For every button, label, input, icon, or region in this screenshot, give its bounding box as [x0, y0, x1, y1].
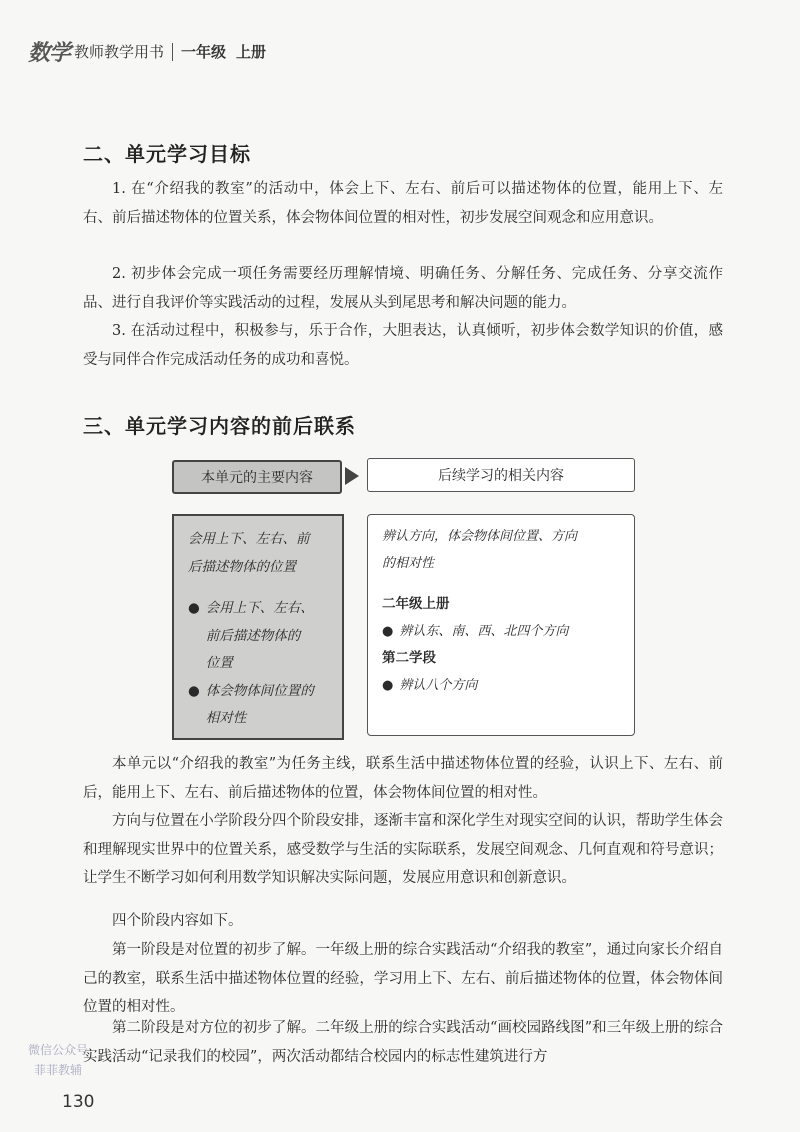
right-line: 辨认方向，体会物体间位置、方向 [382, 529, 578, 544]
bullet-dot-icon: ● [382, 678, 394, 693]
left-bullet: ● 会用上下、左右、 前后描述物体的 位置 [188, 595, 332, 678]
running-header [28, 36, 276, 67]
volume: 上册 [236, 43, 267, 61]
arrow-right-icon [345, 467, 359, 485]
book-title: 教师教学用书 [74, 43, 165, 61]
right-line: 的相对性 [382, 556, 435, 571]
diagram-right-box [367, 514, 635, 736]
grade-label [181, 41, 276, 62]
book-logo: 数学 [28, 40, 71, 66]
bullet-dot-icon: ● [188, 600, 200, 616]
goal-paragraph-3: 3. 在活动过程中，积极参与，乐于合作，大胆表达，认真倾听，初步体会数学知识的价值，感受与同伴合作完成活动任务的成功和喜悦。 [83, 323, 723, 368]
right-bullet: ● 辨认东、南、西、北四个方向 [382, 618, 624, 645]
diagram-left-header: 本单元的主要内容 [172, 460, 342, 494]
body-paragraph-1: 本单元以“介绍我的教室”为任务主线，联系生活中描述物体位置的经验，认识上下、左右、前后，能用上下、左右、前后描述物体的位置，体会物体间位置的相对性。 [83, 756, 723, 801]
right-bullet: ● 辨认八个方向 [382, 672, 624, 699]
left-line: 后描述物体的位置 [188, 558, 296, 575]
body-paragraph-3: 四个阶段内容如下。 [112, 913, 243, 929]
body-paragraph-2: 方向与位置在小学阶段分四个阶段安排，逐渐丰富和深化学生对现实空间的认识，帮助学生体会和理解现实世界中的位置关系，感受数学与生活的实际联系，发展空间观念、几何直观和符号意识；让学生不断学习如何利用数学知识解决实际问题，发展应用意识和创新意识。 [83, 813, 723, 886]
grade-level-label: 二年级上册 [382, 596, 450, 612]
goal-paragraph-1: 1. 在“介绍我的教室”的活动中，体会上下、左右、前后可以描述物体的位置，能用上下、左右、前后描述物体的位置关系，体会物体间位置的相对性，初步发展空间观念和应用意识。 [83, 181, 723, 226]
goal-paragraph-2: 2. 初步体会完成一项任务需要经历理解情境、明确任务、分解任务、完成任务、分享交流作品、进行自我评价等实践活动的过程，发展从头到尾思考和解决问题的能力。 [83, 266, 723, 311]
page-number: 130 [62, 1092, 95, 1112]
bullet-dot-icon: ● [382, 624, 394, 639]
left-bullet: ● 体会物体间位置的 相对性 [188, 678, 332, 733]
body-paragraph-5: 第二阶段是对方位的初步了解。二年级上册的综合实践活动“画校园路线图”和三年级上册的综合实践活动“记录我们的校园”，两次活动都结合校园内的标志性建筑进行方 [83, 1020, 723, 1065]
left-line: 会用上下、左右、前 [188, 531, 310, 547]
diagram-right-header: 后续学习的相关内容 [367, 458, 635, 492]
stage-level-label: 第二学段 [382, 650, 436, 666]
diagram-left-box [172, 514, 344, 740]
section-title-goals: 二、单元学习目标 [83, 142, 251, 166]
body-paragraph-4: 第一阶段是对位置的初步了解。一年级上册的综合实践活动“介绍我的教室”，通过向家长介绍自己的教室，联系生活中描述物体位置的经验，学习用上下、左右、前后描述物体的位置，体会物体间位置的相对性。 [83, 942, 723, 1015]
grade: 一年级 [181, 43, 227, 61]
bullet-dot-icon: ● [188, 682, 200, 699]
header-divider [172, 43, 173, 61]
section-title-connections: 三、单元学习内容的前后联系 [83, 414, 356, 438]
watermark: 微信公众号 菲菲教辅 [28, 1043, 89, 1077]
